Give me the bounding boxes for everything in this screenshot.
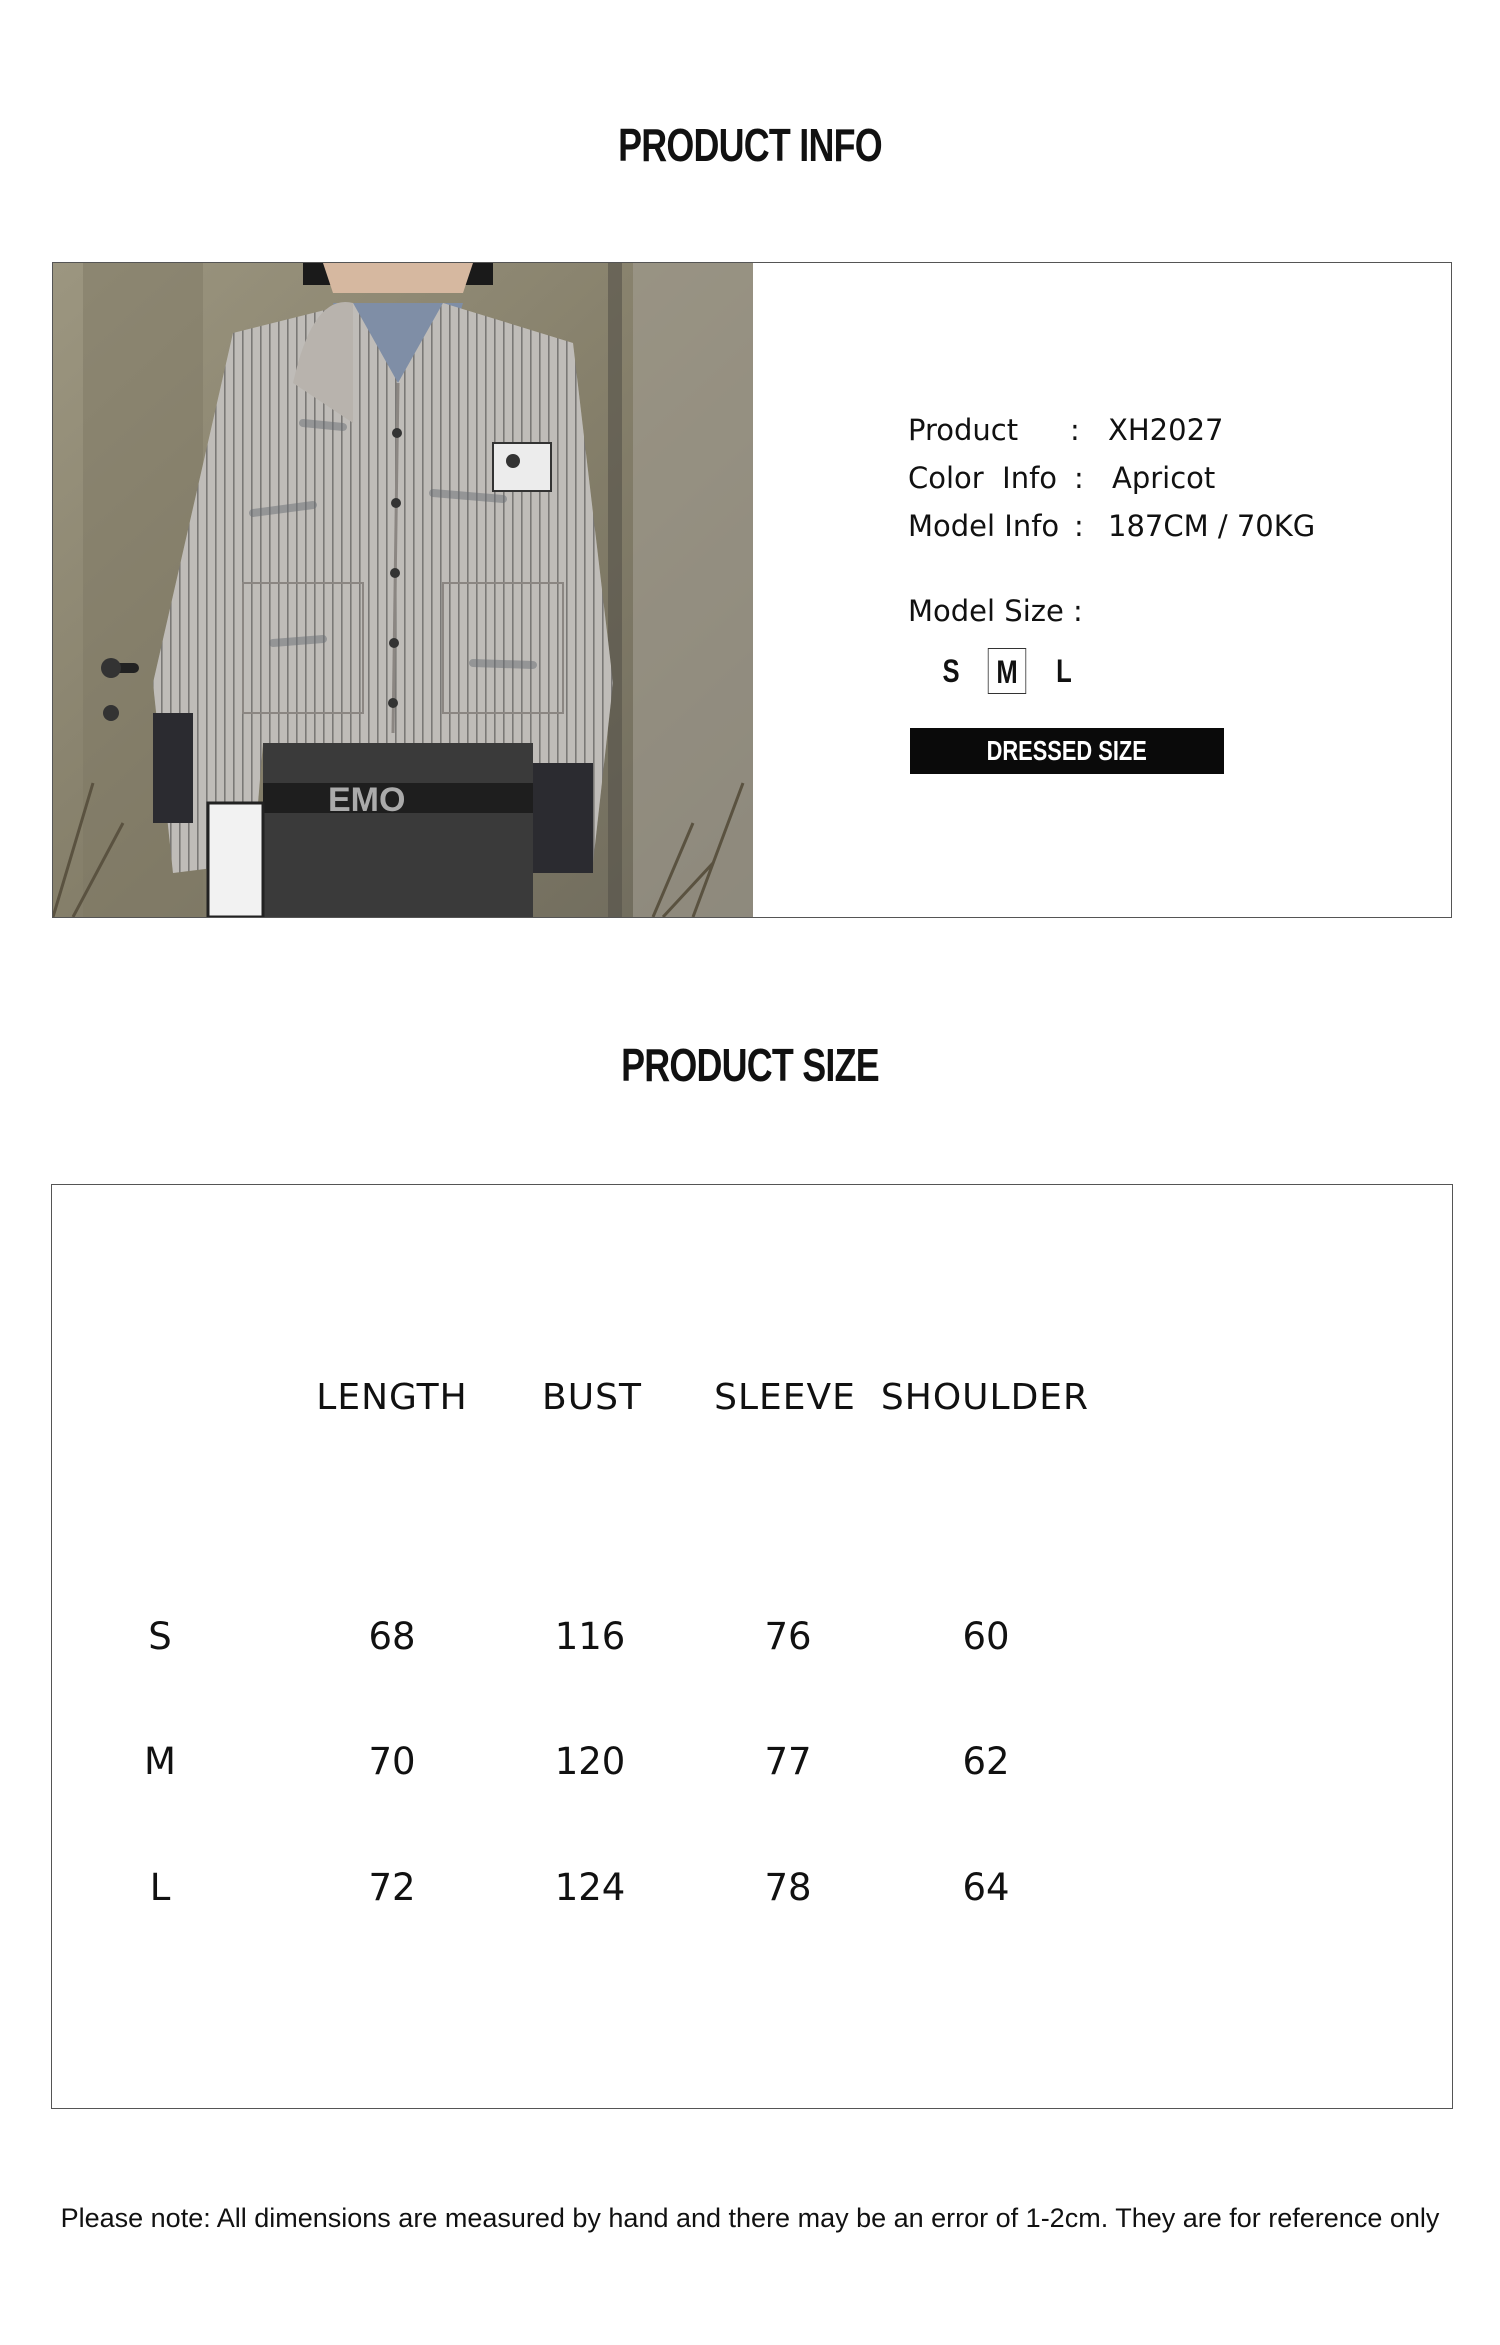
table-cell: 76 xyxy=(764,1615,812,1658)
info-label: Product xyxy=(908,413,1019,447)
model-size-label: Model Size : xyxy=(908,594,1083,628)
size-option-l: L xyxy=(1056,653,1072,689)
size-table xyxy=(51,1184,1453,2109)
info-separator: : xyxy=(1074,461,1084,495)
info-value: XH2027 xyxy=(1108,413,1224,447)
product-info-title: PRODUCT INFO xyxy=(618,119,882,171)
info-value: Apricot xyxy=(1112,461,1216,495)
size-option-m-selected: M xyxy=(988,648,1026,694)
row-label-s: S xyxy=(148,1615,172,1658)
product-info-panel xyxy=(52,262,1452,918)
table-cell: 72 xyxy=(368,1866,416,1909)
info-label: Model Info xyxy=(908,509,1060,543)
dressed-size-label: DRESSED SIZE xyxy=(986,735,1148,766)
table-cell: 64 xyxy=(962,1866,1010,1909)
table-cell: 116 xyxy=(554,1615,626,1658)
info-separator: : xyxy=(1070,413,1080,447)
model-photo-illustration xyxy=(53,263,753,917)
column-header-length: LENGTH xyxy=(316,1377,468,1418)
table-cell: 120 xyxy=(554,1740,626,1783)
row-label-l: L xyxy=(149,1866,171,1909)
table-cell: 70 xyxy=(368,1740,416,1783)
row-label-m: M xyxy=(144,1740,176,1783)
product-size-title: PRODUCT SIZE xyxy=(621,1039,879,1091)
info-separator: : xyxy=(1074,509,1084,543)
size-option-s: S xyxy=(942,653,960,689)
table-cell: 77 xyxy=(764,1740,812,1783)
column-header-bust: BUST xyxy=(542,1377,642,1418)
measurement-note: Please note: All dimensions are measured by hand and there may be an error of 1-2cm. They are for reference only xyxy=(60,2203,1440,2233)
table-cell: 124 xyxy=(554,1866,626,1909)
table-cell: 60 xyxy=(962,1615,1010,1658)
model-photo xyxy=(53,263,753,917)
dressed-size-bar xyxy=(910,728,1224,774)
table-cell: 62 xyxy=(962,1740,1010,1783)
info-value: 187CM / 70KG xyxy=(1108,509,1316,543)
table-cell: 68 xyxy=(368,1615,416,1658)
column-header-shoulder: SHOULDER xyxy=(880,1377,1090,1418)
info-label: Color Info xyxy=(908,461,1058,495)
belt-text: EMO xyxy=(328,781,406,819)
table-cell: 78 xyxy=(764,1866,812,1909)
column-header-sleeve: SLEEVE xyxy=(714,1377,856,1418)
